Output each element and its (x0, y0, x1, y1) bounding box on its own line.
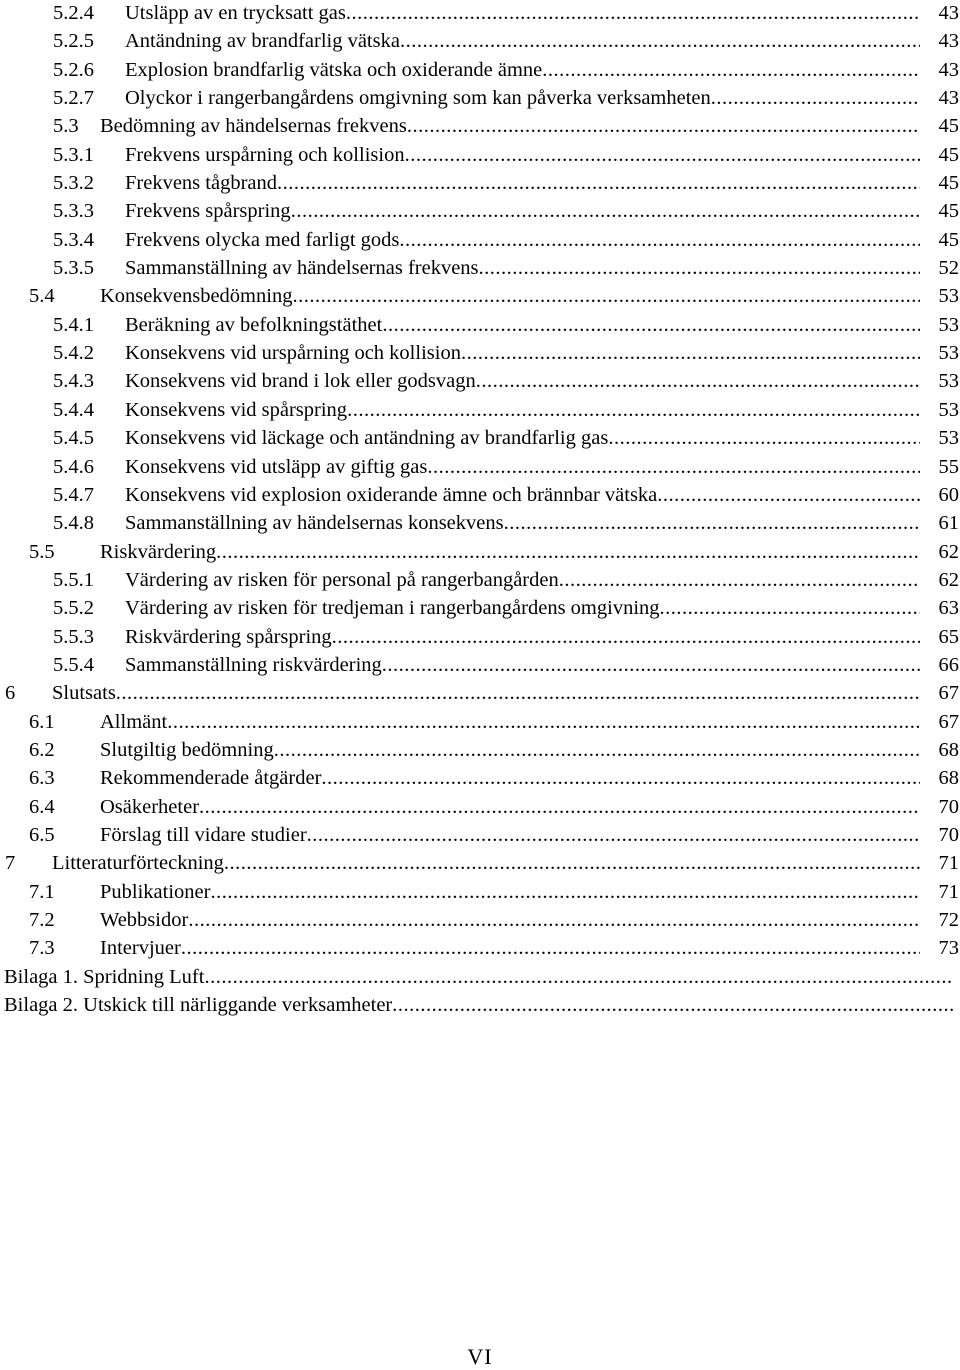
toc-entry-page: 71 (938, 852, 959, 875)
toc-entry-title: Olyckor i rangerbangårdens omgivning som kan påverka verksamheten (125, 87, 711, 110)
toc-entry-page: 43 (938, 2, 959, 24)
toc-entry-title: Antändning av brandfarlig vätska (125, 30, 400, 53)
toc-entry-page: 43 (938, 30, 959, 53)
toc-entry-title: Förslag till vidare studier (100, 823, 307, 846)
page-number: VI (467, 1344, 493, 1369)
toc-entry-number: 7.3 (29, 937, 55, 960)
dot-leader (292, 282, 920, 310)
toc-entry-number: 5.4.2 (53, 342, 94, 365)
toc-entry-number: 5.5.2 (53, 597, 94, 620)
toc-entry-title: Bilaga 2. Utskick till närliggande verksamheter (4, 994, 393, 1017)
toc-entry[interactable] (0, 112, 960, 140)
toc-entry-number: 5.2.4 (53, 2, 94, 24)
dot-leader (188, 906, 920, 934)
toc-entry-page: 73 (938, 937, 959, 960)
toc-entry-number: 7 (5, 852, 16, 875)
toc-entry-page: 53 (938, 370, 959, 393)
toc-entry[interactable] (0, 821, 960, 849)
toc-entry-title: Sammanställning av händelsernas frekvens (125, 257, 479, 280)
toc-entry-title: Webbsidor (100, 909, 189, 931)
toc-entry[interactable] (0, 849, 960, 877)
toc-entry-page: 70 (938, 795, 959, 818)
toc-entry[interactable] (0, 538, 960, 566)
toc-entry-page: 67 (938, 710, 959, 733)
toc-entry[interactable] (0, 764, 960, 792)
toc-entry-page: 45 (938, 228, 959, 251)
toc-entry[interactable] (0, 396, 960, 424)
dot-leader (608, 424, 920, 452)
toc-entry-page: 45 (938, 115, 959, 138)
dot-leader (347, 396, 920, 424)
dot-leader (476, 367, 920, 395)
dot-leader (274, 736, 920, 764)
dot-leader (321, 764, 920, 792)
dot-leader (711, 84, 920, 112)
toc-entry[interactable] (0, 453, 960, 481)
dot-leader (660, 594, 920, 622)
toc-entry-number: 5.2.5 (53, 30, 94, 53)
toc-entry-page: 43 (938, 87, 959, 110)
dot-leader (461, 339, 920, 367)
toc-entry[interactable] (0, 0, 960, 27)
toc-entry-page: 72 (938, 909, 959, 931)
toc-entry-page: 53 (938, 313, 959, 336)
toc-entry-number: 5.3 (53, 115, 79, 138)
toc-entry-number: 5.3.4 (53, 228, 94, 251)
dot-leader (167, 708, 920, 736)
toc-entry[interactable] (0, 566, 960, 594)
toc-entry-title: Konsekvens vid läckage och antändning av brandfarlig gas (125, 427, 609, 450)
toc-entry-number: 6 (5, 682, 16, 705)
toc-entry-title: Bedömning av händelsernas frekvens (100, 115, 407, 138)
toc-entry[interactable] (0, 367, 960, 395)
toc-entry-page: 62 (938, 540, 959, 563)
toc-entry-number: 5.5.4 (53, 653, 94, 676)
toc-entry-number: 5.4.4 (53, 398, 94, 421)
toc-entry[interactable] (0, 793, 960, 821)
toc-entry[interactable] (0, 339, 960, 367)
toc-entry[interactable] (0, 594, 960, 622)
toc-entry-number: 6.5 (29, 823, 55, 846)
toc-entry-number: 5.2.6 (53, 58, 94, 81)
toc-entry-title: Allmänt (100, 710, 168, 733)
toc-entry[interactable] (0, 509, 960, 537)
toc-entry-number: 5.4.3 (53, 370, 94, 393)
toc-entry-page: 68 (938, 738, 959, 761)
dot-leader (400, 27, 920, 55)
toc-entry-number: 6.4 (29, 795, 55, 818)
toc-entry-number: 5.5 (29, 540, 55, 563)
toc-entry[interactable] (0, 84, 960, 112)
toc-entry-page: 45 (938, 172, 959, 195)
toc-entry-title: Konsekvens vid urspårning och kollision (125, 342, 461, 365)
toc-entry-number: 7.1 (29, 880, 55, 903)
toc-entry[interactable] (0, 141, 960, 169)
toc-entry[interactable] (0, 424, 960, 452)
dot-leader (181, 934, 920, 962)
toc-entry[interactable] (0, 56, 960, 84)
dot-leader (657, 481, 920, 509)
dot-leader (346, 0, 920, 27)
dot-leader (405, 141, 920, 169)
toc-entry-title: Sammanställning riskvärdering (125, 653, 382, 676)
toc-entry-title: Riskvärdering spårspring (125, 625, 332, 648)
toc-entry-title: Slutsats (52, 682, 116, 705)
toc-entry-title: Konsekvens vid explosion oxiderande ämne och brännbar vätska (125, 483, 658, 506)
toc-entry-number: 5.3.2 (53, 172, 94, 195)
toc-entry-page: 61 (938, 512, 959, 535)
toc-entry-page: 62 (938, 568, 959, 591)
dot-leader (307, 821, 920, 849)
toc-entry-title: Slutgiltig bedömning (100, 738, 274, 761)
dot-leader (392, 991, 954, 1019)
toc-entry[interactable] (0, 226, 960, 254)
toc-entry-title: Konsekvens vid brand i lok eller godsvagn (125, 370, 476, 393)
toc-entry-page: 45 (938, 200, 959, 223)
toc-entry-title: Konsekvensbedömning (100, 285, 293, 308)
toc-appendix-entry[interactable] (0, 991, 960, 1019)
dot-leader (332, 623, 920, 651)
dot-leader (204, 963, 954, 991)
toc-entry-number: 6.3 (29, 767, 55, 790)
dot-leader (407, 112, 920, 140)
toc-entry-page: 53 (938, 398, 959, 421)
toc-entry-page: 66 (938, 653, 959, 676)
toc-entry-number: 6.1 (29, 710, 55, 733)
toc-entry[interactable] (0, 481, 960, 509)
toc-entry-page: 53 (938, 285, 959, 308)
toc-entry-title: Bilaga 1. Spridning Luft (4, 965, 205, 988)
toc-entry-number: 5.4.5 (53, 427, 94, 450)
dot-leader (116, 679, 920, 707)
toc-entry-number: 5.3.3 (53, 200, 94, 223)
toc-entry-number: 5.3.1 (53, 143, 94, 166)
toc-entry-title: Värdering av risken för personal på rangerbangården (125, 568, 559, 591)
toc-entry-page: 71 (938, 880, 959, 903)
toc-entry-title: Riskvärdering (100, 540, 217, 563)
toc-entry[interactable] (0, 736, 960, 764)
toc-entry[interactable] (0, 708, 960, 736)
toc-entry-page: 53 (938, 427, 959, 450)
toc-entry-page: 65 (938, 625, 959, 648)
toc-entry-page: 55 (938, 455, 959, 478)
toc-entry[interactable] (0, 311, 960, 339)
toc-entry-title: Osäkerheter (100, 795, 200, 818)
toc-entry-number: 5.5.3 (53, 625, 94, 648)
toc-entry[interactable] (0, 651, 960, 679)
toc-entry-title: Explosion brandfarlig vätska och oxiderande ämne (125, 58, 543, 81)
toc-entry-title: Konsekvens vid spårspring (125, 398, 348, 421)
dot-leader (382, 311, 920, 339)
dot-leader (427, 453, 920, 481)
dot-leader (399, 226, 920, 254)
toc-entry[interactable] (0, 934, 960, 962)
toc-entry-title: Utsläpp av en trycksatt gas (125, 2, 346, 24)
toc-entry-number: 5.4 (29, 285, 55, 308)
dot-leader (291, 197, 920, 225)
toc-entry[interactable] (0, 906, 960, 934)
toc-entry-number: 6.2 (29, 738, 55, 761)
toc-entry-title: Beräkning av befolkningstäthet (125, 313, 383, 336)
dot-leader (504, 509, 920, 537)
toc-entry-title: Frekvens urspårning och kollision (125, 143, 405, 166)
toc-entry-number: 7.2 (29, 909, 55, 931)
toc-entry-number: 5.4.1 (53, 313, 94, 336)
toc-entry-title: Rekommenderade åtgärder (100, 767, 322, 790)
toc-entry-page: 70 (938, 823, 959, 846)
toc-entry[interactable] (0, 254, 960, 282)
toc-entry[interactable] (0, 169, 960, 197)
toc-entry-page: 67 (938, 682, 959, 705)
dot-leader (216, 538, 920, 566)
toc-entry-page: 53 (938, 342, 959, 365)
toc-entry-title: Sammanställning av händelsernas konsekvens (125, 512, 504, 535)
toc-entry-page: 60 (938, 483, 959, 506)
toc-entry[interactable] (0, 878, 960, 906)
dot-leader (199, 793, 920, 821)
toc-entry-page: 52 (938, 257, 959, 280)
toc-entry[interactable] (0, 197, 960, 225)
dot-leader (224, 849, 920, 877)
toc-entry-number: 5.5.1 (53, 568, 94, 591)
toc-entry[interactable] (0, 282, 960, 310)
toc-entry-number: 5.2.7 (53, 87, 94, 110)
dot-leader (382, 651, 920, 679)
dot-leader (542, 56, 920, 84)
toc-entry-title: Värdering av risken för tredjeman i rangerbangårdens omgivning (125, 597, 660, 620)
dot-leader (277, 169, 920, 197)
toc-appendix-entry[interactable] (0, 963, 960, 991)
toc-entry-title: Frekvens spårspring (125, 200, 291, 223)
dot-leader (210, 878, 920, 906)
toc-entry-title: Konsekvens vid utsläpp av giftig gas (125, 455, 428, 478)
toc-entry-title: Frekvens olycka med farligt gods (125, 228, 400, 251)
toc-entry[interactable] (0, 27, 960, 55)
toc-entry[interactable] (0, 623, 960, 651)
toc-entry-number: 5.3.5 (53, 257, 94, 280)
toc-entry-title: Intervjuer (100, 937, 181, 960)
toc-entry-page: 45 (938, 143, 959, 166)
toc-entry-number: 5.4.7 (53, 483, 94, 506)
toc-entry-page: 68 (938, 767, 959, 790)
toc-entry[interactable] (0, 679, 960, 707)
toc-entry-number: 5.4.6 (53, 455, 94, 478)
toc-entry-title: Publikationer (100, 880, 211, 903)
toc-entry-title: Frekvens tågbrand (125, 172, 277, 195)
dot-leader (559, 566, 920, 594)
toc-entry-title: Litteraturförteckning (52, 852, 224, 875)
toc-entry-page: 43 (938, 58, 959, 81)
toc-entry-page: 63 (938, 597, 959, 620)
dot-leader (479, 254, 920, 282)
toc-entry-number: 5.4.8 (53, 512, 94, 535)
